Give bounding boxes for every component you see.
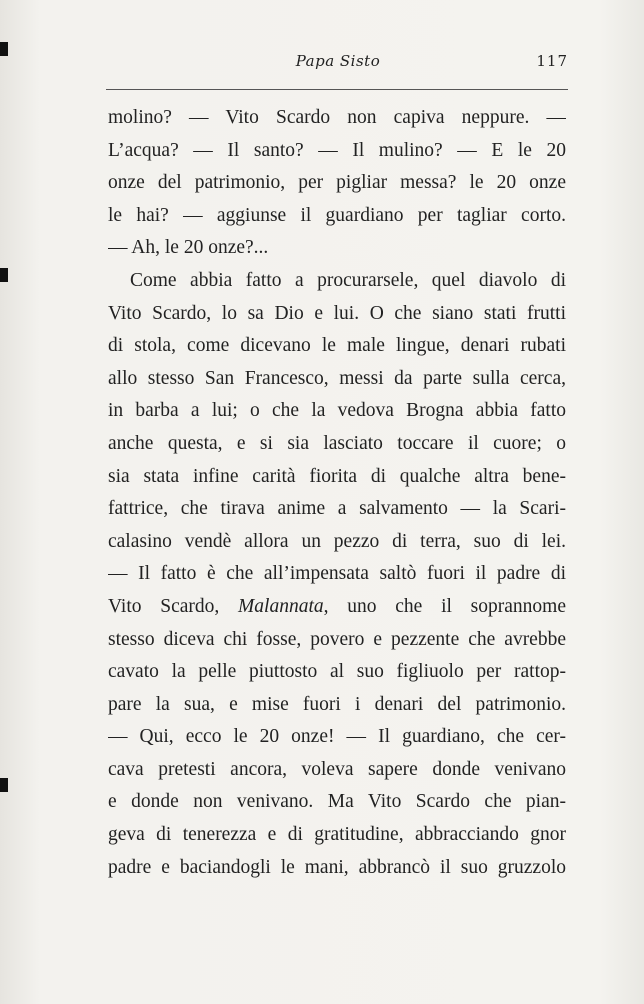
body-text	[108, 102, 566, 884]
text-line	[108, 591, 566, 624]
text-line: L’acqua? — Il santo? — Il mulino? — E le 20	[108, 139, 566, 161]
running-title: Papa Sisto	[295, 52, 381, 70]
text-line: Come abbia fatto a procurarsele, quel diavolo di	[130, 269, 566, 291]
text-line: di stola, come dicevano le male lingue, denari rubati	[108, 335, 566, 357]
text-line: allo stesso San Francesco, messi da parte sulla cerca,	[108, 367, 566, 389]
text-line: cava pretesti ancora, voleva sapere donde venivano	[108, 758, 566, 780]
text-line: — Ah, le 20 onze?...	[108, 237, 269, 259]
header-rule	[106, 89, 568, 90]
text-line: sia stata infine carità fiorita di qualche altra bene-	[108, 465, 566, 487]
text-line: — Qui, ecco le 20 onze! — Il guardiano, che cer-	[108, 726, 566, 748]
text-line: fattrice, che tirava anime a salvamento — la Scari-	[108, 498, 566, 520]
text-fragment: , uno che il soprannome	[323, 595, 566, 617]
text-line: molino? — Vito Scardo non capiva neppure. —	[108, 107, 566, 128]
text-line: — Il fatto è che all’impensata saltò fuori il padre di	[108, 563, 566, 585]
text-line: padre e baciandogli le mani, abbrancò il suo gruzzolo	[108, 856, 566, 878]
text-line: stesso diceva chi fosse, povero e pezzente che avrebbe	[108, 628, 566, 650]
text-line: le hai? — aggiunse il guardiano per tagliar corto.	[108, 204, 566, 226]
text-line: Vito Scardo, lo sa Dio e lui. O che siano stati frutti	[108, 302, 566, 324]
page-number: 117	[536, 52, 568, 70]
text-line: anche questa, e si sia lasciato toccare il cuore; o	[108, 432, 566, 454]
text-line: cavato la pelle piuttosto al suo figliuolo per rattop-	[108, 661, 566, 683]
text-line: in barba a lui; o che la vedova Brogna abbia fatto	[108, 400, 566, 422]
text-line: calasino vendè allora un pezzo di terra, suo di lei.	[108, 530, 566, 552]
text-line: e donde non venivano. Ma Vito Scardo che pian-	[108, 791, 566, 813]
binding-hole-mark	[0, 778, 8, 792]
text-line: pare la sua, e mise fuori i denari del patrimonio.	[108, 693, 566, 715]
text-line: onze del patrimonio, per pigliar messa? le 20 onze	[108, 172, 566, 194]
binding-hole-mark	[0, 268, 8, 282]
italic-name: Malannata	[238, 595, 324, 617]
text-fragment: Vito Scardo,	[108, 595, 220, 617]
page-header	[108, 50, 568, 74]
binding-hole-mark	[0, 42, 8, 56]
text-line: geva di tenerezza e di gratitudine, abbracciando gnor	[108, 824, 566, 846]
